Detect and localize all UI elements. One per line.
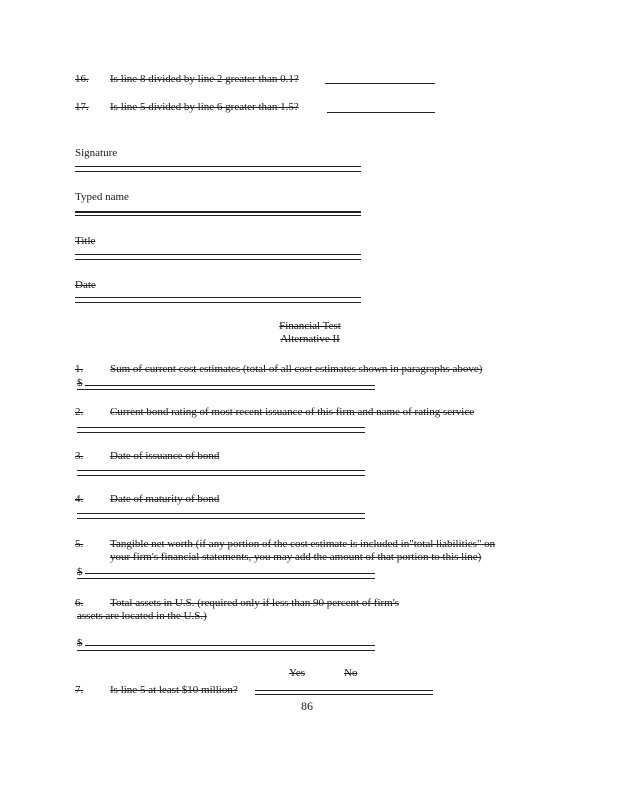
item-5-line-2 xyxy=(77,578,375,579)
item-6-text-line-2: assets are located in the U.S.) xyxy=(77,610,207,622)
date-line-1 xyxy=(75,297,361,298)
title-line-2 xyxy=(75,259,361,260)
item-1-number: 1. xyxy=(75,363,84,375)
typed-name-line-1 xyxy=(75,211,361,213)
item-6-text-line-1: Total assets in U.S. (required only if less than 90 percent of firm's xyxy=(110,597,399,609)
typed-name-label: Typed name xyxy=(75,191,129,203)
no-column-label: No xyxy=(344,667,358,679)
item-7-answer-line-1 xyxy=(255,690,433,691)
item-6-line-2 xyxy=(77,650,375,651)
item-4-line-2 xyxy=(77,518,365,519)
date-label: Date xyxy=(75,279,96,291)
item-17-number: 17. xyxy=(75,101,89,113)
item-3-number: 3. xyxy=(75,450,84,462)
item-2-line-1 xyxy=(77,427,365,428)
item-17-answer-line xyxy=(327,112,435,113)
date-line-2 xyxy=(75,302,361,303)
title-label: Title xyxy=(75,235,96,247)
section-title: Financial Test xyxy=(279,320,341,332)
title-line-1 xyxy=(75,254,361,255)
item-1-dollar: $ xyxy=(77,377,83,389)
item-3-line-2 xyxy=(77,475,365,476)
item-16-answer-line xyxy=(325,83,435,84)
item-5-line-1 xyxy=(85,573,375,574)
item-6-line-1 xyxy=(85,645,375,646)
item-5-number: 5. xyxy=(75,538,84,550)
item-7-text: Is line 5 at least $10 million? xyxy=(110,684,238,696)
item-7-number: 7. xyxy=(75,684,84,696)
signature-label: Signature xyxy=(75,147,118,159)
item-5-dollar: $ xyxy=(77,566,83,578)
item-16-text: Is line 8 divided by line 2 greater than 0.1? xyxy=(110,73,299,85)
item-7-answer-line-2 xyxy=(255,694,433,695)
item-4-text: Date of maturity of bond xyxy=(110,493,220,505)
item-5-text-line-2: your firm's financial statements, you may add the amount of that portion to this line) xyxy=(110,551,482,563)
item-6-number: 6. xyxy=(75,597,84,609)
typed-name-line-2 xyxy=(75,215,361,216)
item-1-line-1 xyxy=(85,385,375,386)
item-6-dollar: $ xyxy=(77,637,83,649)
item-5-text-line-1: Tangible net worth (if any portion of the cost estimate is included in"total liabilities" on xyxy=(110,538,496,550)
item-1-text: Sum of current cost estimates (total of all cost estimates shown in paragraphs above) xyxy=(110,363,483,375)
signature-line-2 xyxy=(75,171,361,172)
item-2-number: 2. xyxy=(75,406,84,418)
yes-column-label: Yes xyxy=(289,667,306,679)
item-1-line-2 xyxy=(77,389,375,390)
item-4-line-1 xyxy=(77,513,365,514)
signature-line-1 xyxy=(75,166,361,167)
item-17-text: Is line 5 divided by line 6 greater than 1.5? xyxy=(110,101,299,113)
page-number: 86 xyxy=(301,699,313,713)
item-16-number: 16. xyxy=(75,73,89,85)
item-2-text: Current bond rating of most recent issuance of this firm and name of rating service xyxy=(110,406,475,418)
section-subtitle: Alternative II xyxy=(280,333,340,345)
item-4-number: 4. xyxy=(75,493,84,505)
item-2-line-2 xyxy=(77,432,365,433)
item-3-line-1 xyxy=(77,470,365,471)
item-3-text: Date of issuance of bond xyxy=(110,450,220,462)
